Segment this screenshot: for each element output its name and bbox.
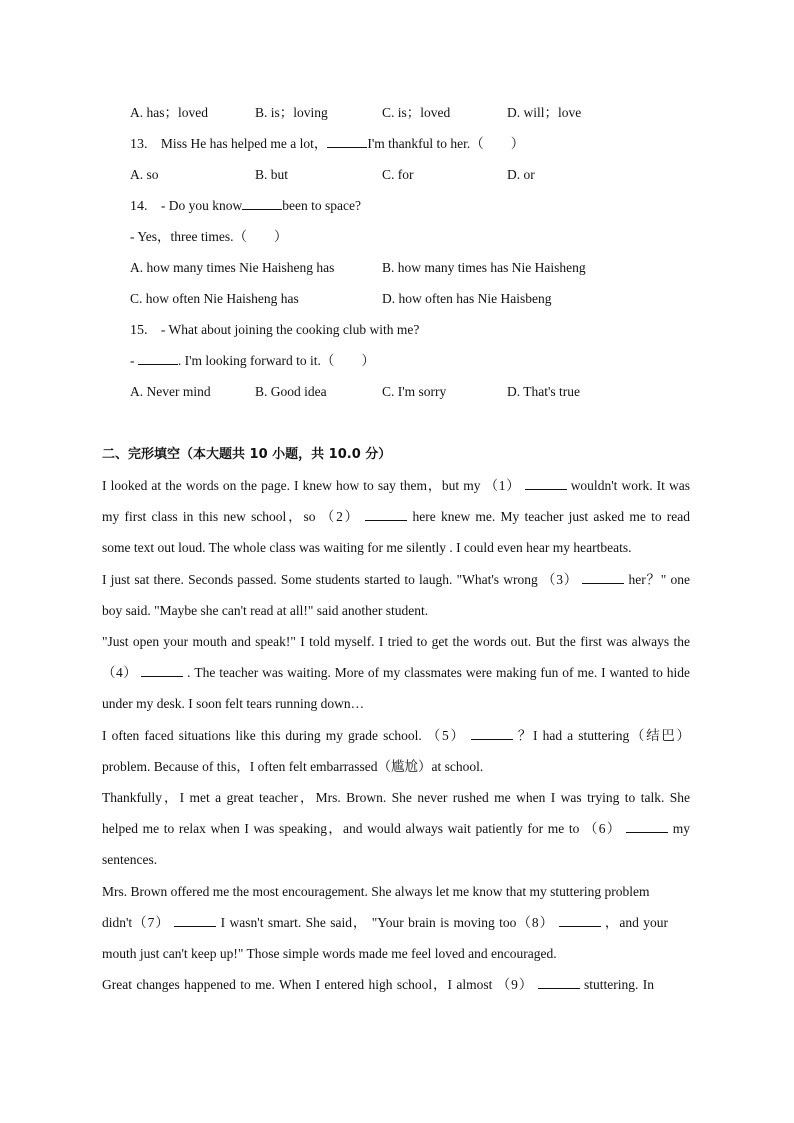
passage-text: I wasn't smart. She said， "Your brain is moving too（8）	[220, 915, 555, 930]
passage-text: wouldn't work. It was	[570, 478, 691, 493]
section-2-heading: 二、完形填空（本大题共 10 小题，共 10.0 分）	[102, 447, 392, 462]
passage-line: some text out loud. The whole class was waiting for me silently . I could even hear my heartbeats.	[102, 540, 632, 555]
passage-text: stuttering. In	[584, 977, 654, 992]
blank-2	[365, 508, 407, 521]
passage-line: sentences.	[102, 852, 158, 867]
blank-3	[582, 571, 624, 584]
passage-line	[102, 501, 690, 532]
passage-line: problem. Because of this，I often felt embarrassed（尴尬）at school.	[102, 759, 484, 774]
passage-line: "Just open your mouth and speak!" I told myself. I tried to get the words out. But the first was always the	[102, 634, 690, 649]
passage-text: my first class in this new school，so （2）	[102, 509, 361, 524]
q14-stem-end: been to space?	[282, 198, 361, 213]
q15-option-a[interactable]: A. Never mind	[130, 384, 211, 399]
q14-stem	[130, 190, 690, 221]
q12-options-row	[102, 97, 690, 128]
passage-text: I just sat there. Seconds passed. Some students started to laugh. "What's wrong （3）	[102, 572, 579, 587]
passage-line	[102, 969, 654, 1000]
blank-7	[174, 914, 216, 927]
q15-number: 15.	[130, 323, 148, 338]
q12-option-b[interactable]: B. is；loving	[255, 105, 328, 120]
q14-option-c[interactable]: C. how often Nie Haisheng has	[130, 291, 299, 306]
passage-line: boy said. "Maybe she can't read at all!" said another student.	[102, 603, 429, 618]
q12-option-a[interactable]: A. has；loved	[130, 105, 208, 120]
q15-stem	[130, 314, 690, 345]
passage-text: I looked at the words on the page. I knew how to say them，but my （1）	[102, 478, 521, 493]
q14-reply: - Yes，three times.（ ）	[130, 229, 288, 244]
q13-blank	[327, 135, 367, 148]
passage-text: her？" one	[628, 572, 690, 587]
passage-line: under my desk. I soon felt tears running down…	[102, 696, 365, 711]
passage-text: . The teacher was waiting. More of my classmates were making fun of me. I wanted to hide	[187, 665, 691, 680]
blank-6	[626, 820, 668, 833]
q15-reply	[130, 345, 690, 376]
passage-line	[102, 470, 690, 501]
blank-8	[559, 914, 601, 927]
passage-text: here knew me. My teacher just asked me to read	[412, 509, 691, 524]
passage-text: （4）	[102, 665, 138, 680]
q13-option-b[interactable]: B. but	[255, 167, 289, 182]
passage-line	[102, 657, 690, 688]
q14-blank	[242, 197, 282, 210]
passage-line: Mrs. Brown offered me the most encouragement. She always let me know that my stuttering problem	[102, 884, 650, 899]
passage-text: I often faced situations like this during my grade school. （5）	[102, 728, 466, 743]
q15-option-d[interactable]: D. That's true	[507, 384, 581, 399]
blank-5	[471, 727, 513, 740]
q12-option-d[interactable]: D. will；love	[507, 105, 582, 120]
q14-option-b[interactable]: B. how many times has Nie Haisheng	[382, 260, 586, 275]
q14-number: 14.	[130, 199, 148, 214]
q15-reply-start: -	[130, 353, 138, 368]
passage-text: ，and your	[604, 915, 669, 930]
q13-option-c[interactable]: C. for	[382, 167, 414, 182]
passage-text: didn't（7）	[102, 915, 170, 930]
q14-option-d[interactable]: D. how often has Nie Haisbeng	[382, 291, 552, 306]
q13-stem	[130, 128, 690, 159]
q15-option-c[interactable]: C. I'm sorry	[382, 384, 447, 399]
passage-text: helped me to relax when I was speaking，and would always wait patiently for me to （6）	[102, 821, 622, 836]
passage-text: Great changes happened to me. When I entered high school，I almost （9）	[102, 977, 534, 992]
q14-options-row-2	[102, 283, 690, 314]
q15-reply-end: . I'm looking forward to it.（ ）	[177, 353, 375, 368]
passage-line: Thankfully，I met a great teacher，Mrs. Brown. She never rushed me when I was trying to talk. She	[102, 790, 690, 805]
passage-line	[102, 813, 690, 844]
blank-1	[525, 477, 567, 490]
passage-line	[102, 564, 690, 595]
q12-option-c[interactable]: C. is；loved	[382, 105, 451, 120]
q14-options-row-1	[102, 252, 690, 283]
q15-options-row	[102, 376, 690, 407]
q13-number: 13.	[130, 137, 148, 152]
passage-line	[102, 907, 668, 938]
q13-options-row	[102, 159, 690, 190]
q15-blank	[138, 352, 178, 365]
q13-stem-end: I'm thankful to her.（ ）	[367, 136, 525, 151]
q15-stem-text: - What about joining the cooking club with me?	[160, 322, 420, 337]
passage-line: mouth just can't keep up!" Those simple words made me feel loved and encouraged.	[102, 946, 557, 961]
q13-stem-start: Miss He has helped me a lot，	[160, 136, 328, 151]
blank-4	[141, 664, 183, 677]
q14-stem-start: - Do you know	[160, 198, 243, 213]
blank-9	[538, 976, 580, 989]
passage-text: ？I had a stuttering（结巴）	[517, 728, 691, 743]
q14-option-a[interactable]: A. how many times Nie Haisheng has	[130, 260, 335, 275]
passage-line	[102, 720, 690, 751]
q15-option-b[interactable]: B. Good idea	[255, 384, 327, 399]
q13-option-a[interactable]: A. so	[130, 167, 159, 182]
passage-text: my	[672, 821, 690, 836]
q13-option-d[interactable]: D. or	[507, 167, 535, 182]
